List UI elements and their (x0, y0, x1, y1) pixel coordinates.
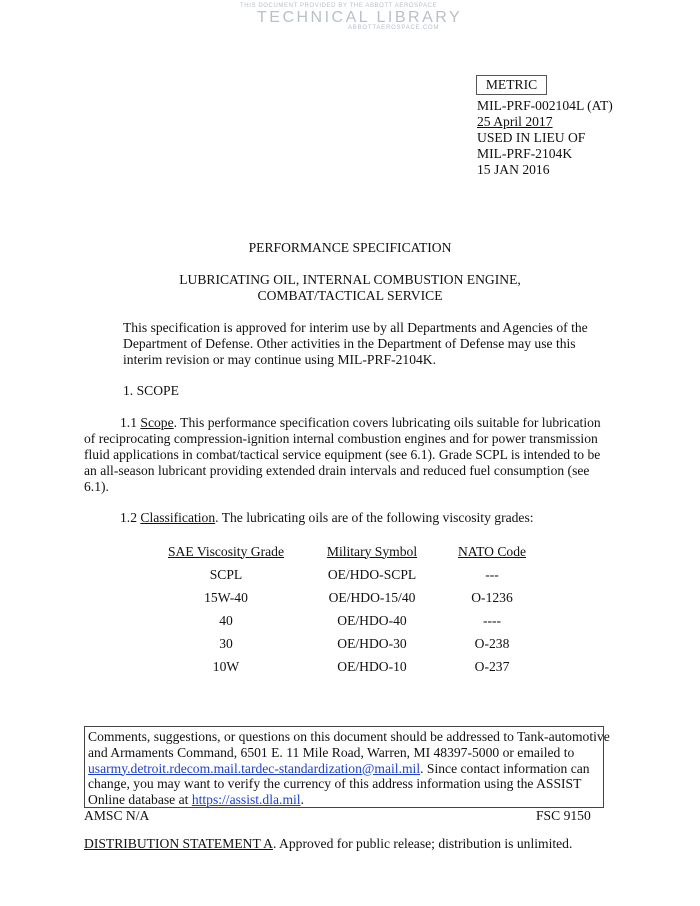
table-header-row (150, 540, 542, 563)
nato-code-cell: O-1236 (471, 589, 513, 605)
scope-line: an all-season lubricant providing extended drain intervals and reduced fuel consumption (see (84, 463, 590, 478)
metric-badge: METRIC (476, 75, 547, 95)
nato-code-cell: O-238 (474, 635, 510, 651)
approval-line: Department of Defense. Other activities in the Department of Defense may use this (123, 336, 576, 351)
col-header-nato-code: NATO Code (457, 543, 527, 559)
scope-number: 1.1 (120, 415, 141, 430)
table-row (150, 632, 542, 655)
nato-code-cell: --- (485, 566, 499, 582)
banner-title: TECHNICAL LIBRARY (257, 9, 463, 26)
sae-grade-cell: 30 (219, 635, 233, 651)
banner-provided-by: THIS DOCUMENT PROVIDED BY THE ABBOTT AEROSPACE (240, 3, 438, 9)
table-row (150, 563, 542, 586)
banner-url: ABBOTTAEROSPACE.COM (348, 25, 440, 31)
doc-title-line1: LUBRICATING OIL, INTERNAL COMBUSTION ENGINE, (179, 272, 521, 287)
sae-grade-cell: 15W-40 (204, 589, 248, 605)
sae-grade-cell: 10W (212, 658, 240, 674)
used-in-lieu: USED IN LIEU OF (477, 130, 586, 145)
distribution-statement (84, 836, 572, 852)
classification-number: 1.2 (120, 510, 141, 525)
superseded-date: 15 JAN 2016 (477, 162, 550, 177)
col-header-military-symbol: Military Symbol (326, 543, 418, 559)
scope-title: Scope (140, 415, 174, 430)
classification-title: Classification (140, 510, 216, 525)
comments-line: usarmy.detroit.rdecom.mail.tardec-standardization@mail.mil. Since contact information can (88, 760, 590, 776)
scope-first-line (84, 415, 601, 431)
military-symbol-cell: OE/HDO-10 (337, 658, 407, 674)
sae-grade-cell: 40 (219, 612, 233, 628)
comments-line: and Armaments Command, 6501 E. 11 Mile Road, Warren, MI 48397-5000 or emailed to (88, 744, 575, 760)
table-row (150, 586, 542, 609)
section-heading-scope: 1. SCOPE (123, 383, 179, 398)
scope-line1-text: . This performance specification covers lubricating oils suitable for lubrication (173, 415, 601, 430)
amsc-label: AMSC N/A (84, 808, 150, 823)
assist-link[interactable]: https://assist.dla.mil (191, 792, 301, 808)
doc-date: 25 April 2017 (477, 114, 553, 129)
military-symbol-cell: OE/HDO-40 (337, 612, 407, 628)
approval-line: interim revision or may continue using MIL-PRF-2104K. (123, 352, 437, 367)
classification-text: . The lubricating oils are of the following viscosity grades: (215, 510, 534, 525)
distribution-label: DISTRIBUTION STATEMENT A (84, 836, 273, 851)
scope-line: fluid applications in combat/tactical service equipment (see 6.1). Grade SCPL is intended to be (84, 447, 601, 462)
nato-code-cell: ---- (482, 612, 502, 628)
nato-code-cell: O-237 (474, 658, 510, 674)
viscosity-grades-table (150, 540, 542, 678)
approval-line: This specification is approved for interim use by all Departments and Agencies of the (123, 320, 588, 335)
superseded-doc: MIL-PRF-2104K (477, 146, 573, 161)
military-symbol-cell: OE/HDO-15/40 (328, 589, 416, 605)
comments-line: Comments, suggestions, or questions on this document should be addressed to Tank-automotive (88, 729, 610, 744)
scope-line: of reciprocating compression-ignition internal combustion engines and for power transmission (84, 431, 598, 446)
comments-line: Online database at https://assist.dla.mil. (88, 792, 304, 808)
doc-title-line2: COMBAT/TACTICAL SERVICE (257, 288, 443, 303)
col-header-sae-grade: SAE Viscosity Grade (168, 543, 284, 559)
distribution-text: . Approved for public release; distribution is unlimited. (272, 836, 573, 851)
table-row (150, 609, 542, 632)
approval-paragraph (123, 320, 588, 368)
doc-number: MIL-PRF-002104L (AT) (477, 98, 613, 113)
comments-box (84, 726, 610, 808)
email-link[interactable]: usarmy.detroit.rdecom.mail.tardec-standardization@mail.mil (88, 760, 421, 776)
comments-line: change, you may want to verify the currency of this address information using the ASSIST (88, 776, 582, 792)
sae-grade-cell: SCPL (209, 566, 243, 582)
spec-type-title: PERFORMANCE SPECIFICATION (248, 240, 452, 255)
military-symbol-cell: OE/HDO-30 (337, 635, 407, 651)
table-row (150, 655, 542, 678)
fsc-label: FSC 9150 (536, 808, 591, 823)
military-symbol-cell: OE/HDO-SCPL (327, 566, 417, 582)
scope-paragraph (84, 415, 601, 495)
scope-line: 6.1). (84, 479, 109, 494)
classification-paragraph (120, 510, 534, 526)
